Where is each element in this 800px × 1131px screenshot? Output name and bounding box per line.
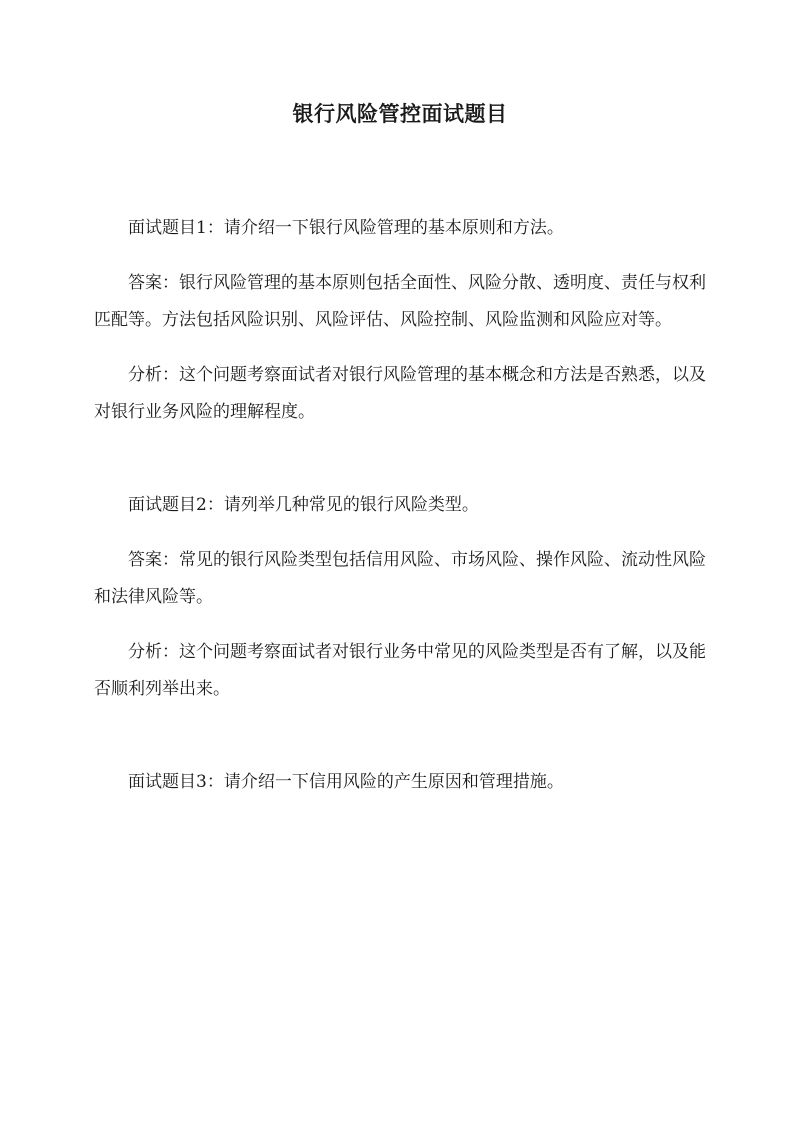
- question-1: 面试题目1：请介绍一下银行风险管理的基本原则和方法。: [128, 218, 564, 238]
- analysis-2: 分析：这个问题考察面试者对银行业务中常见的风险类型是否有了解，以及能否顺利列举出来。: [94, 642, 706, 699]
- answer-2: 答案：常见的银行风险类型包括信用风险、市场风险、操作风险、流动性风险和法律风险等。: [94, 550, 706, 607]
- qa-section-3: [94, 764, 706, 801]
- question-3: 面试题目3：请介绍一下信用风险的产生原因和管理措施。: [128, 772, 564, 792]
- document-title: 银行风险管控面试题目: [292, 101, 508, 126]
- analysis-1: 分析：这个问题考察面试者对银行风险管理的基本概念和方法是否熟悉，以及对银行业务风险的理解程度。: [94, 365, 706, 422]
- document-body: [94, 210, 706, 819]
- qa-section-1: [94, 210, 706, 431]
- qa-section-2: [94, 487, 706, 708]
- answer-1: 答案：银行风险管理的基本原则包括全面性、风险分散、透明度、责任与权利匹配等。方法包括风险识别、风险评估、风险控制、风险监测和风险应对等。: [94, 273, 706, 330]
- question-2: 面试题目2：请列举几种常见的银行风险类型。: [128, 495, 479, 515]
